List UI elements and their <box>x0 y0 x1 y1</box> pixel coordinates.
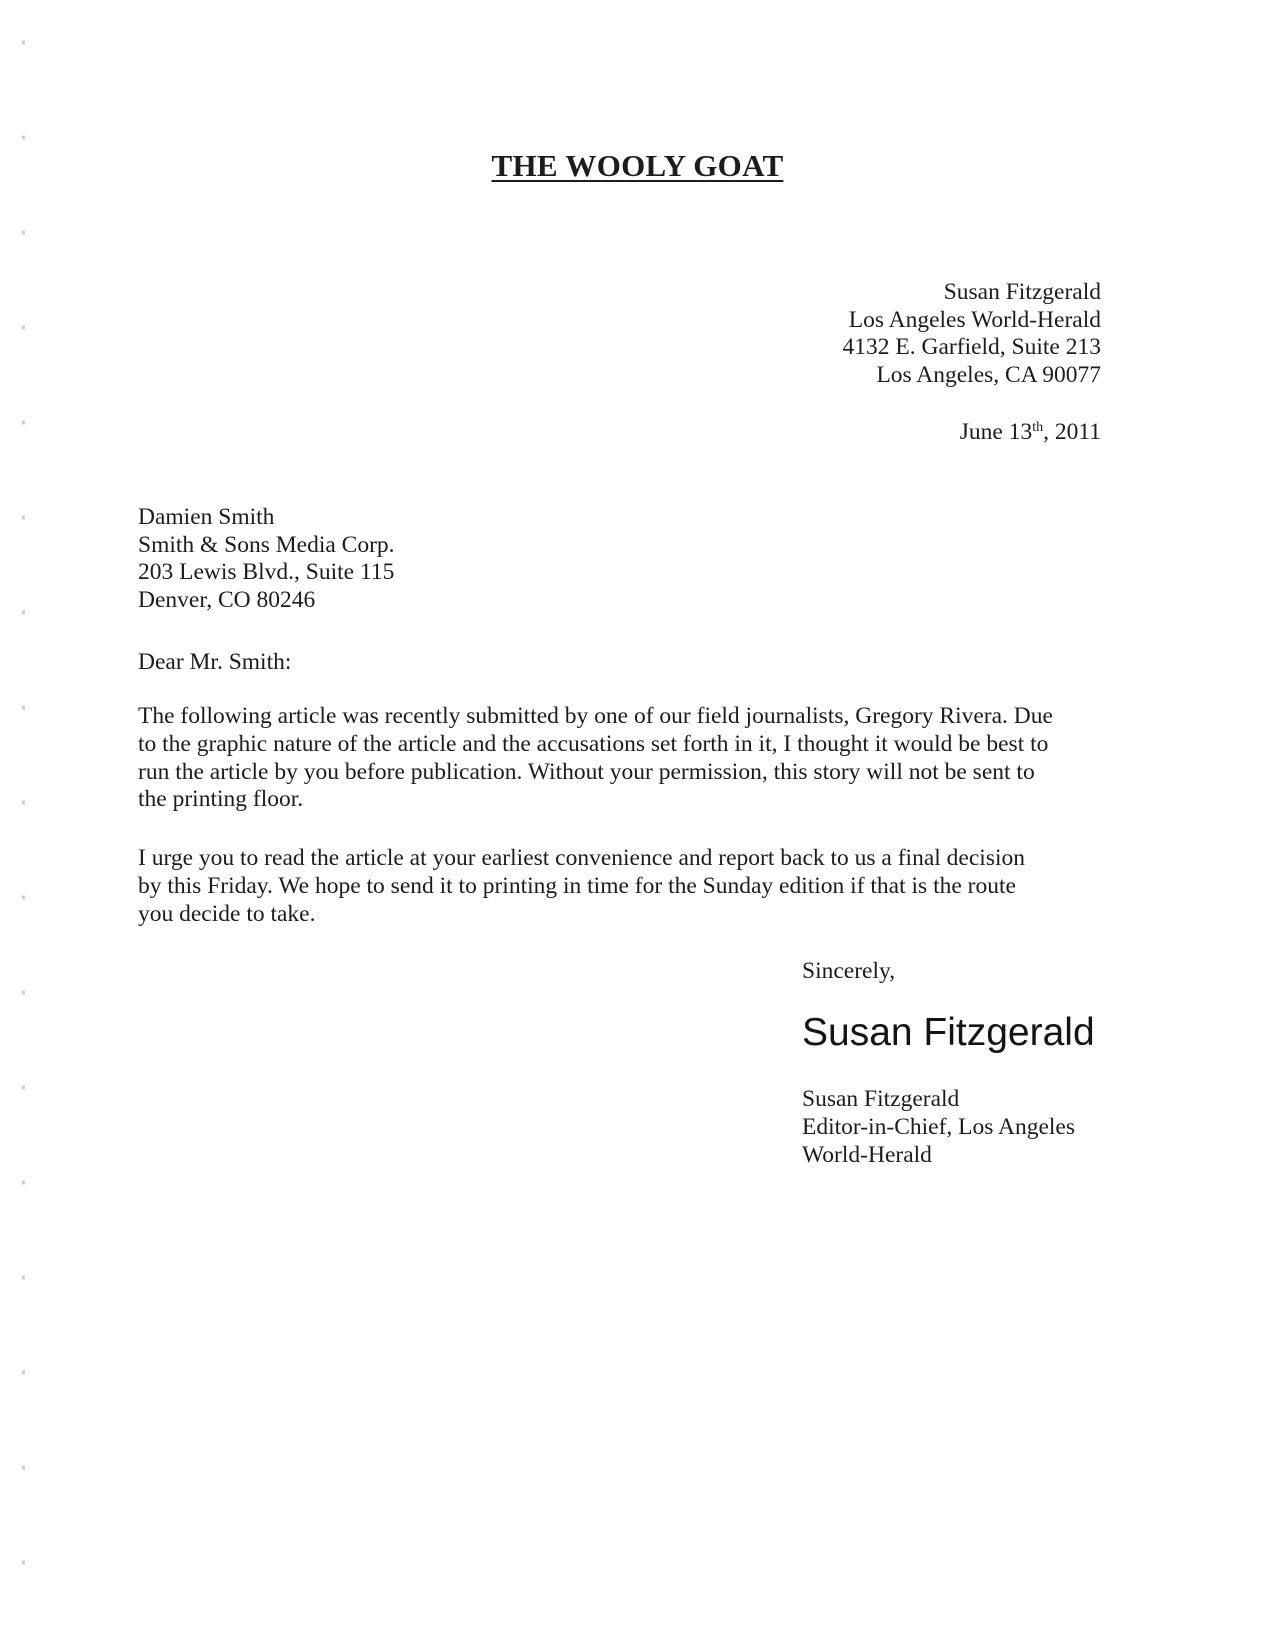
closing: Sincerely, <box>802 958 896 984</box>
sender-name: Susan Fitzgerald <box>943 279 1101 305</box>
signer-block <box>802 1085 1075 1169</box>
salutation: Dear Mr. Smith: <box>138 649 292 675</box>
recipient-name: Damien Smith <box>138 504 275 530</box>
recipient-city: Denver, CO 80246 <box>138 586 316 613</box>
paragraph-line: to the graphic nature of the article and the accusations set forth in it, I thought it would be best to <box>138 730 1049 757</box>
sender-city: Los Angeles, CA 90077 <box>876 361 1101 388</box>
paragraph-line: you decide to take. <box>138 900 316 927</box>
letter-date <box>960 418 1101 446</box>
date-year: , 2011 <box>1043 419 1101 445</box>
signer-title-line-1: Editor-in-Chief, Los Angeles <box>802 1114 1075 1140</box>
paragraph-line: run the article by you before publication. Without your permission, this story will not be sent to <box>138 758 1035 785</box>
recipient-street: 203 Lewis Blvd., Suite 115 <box>138 559 395 585</box>
signature: Susan Fitzgerald <box>802 1011 1095 1054</box>
heading-text: THE WOOLY GOAT <box>491 148 784 183</box>
sender-address-block <box>843 279 1101 389</box>
recipient-address-block <box>138 504 395 614</box>
date-suffix: th <box>1032 420 1044 435</box>
date-month-day: June 13 <box>959 419 1033 445</box>
paragraph-line: by this Friday. We hope to send it to printing in time for the Sunday edition if that is the route <box>138 872 1016 899</box>
recipient-company: Smith & Sons Media Corp. <box>138 531 395 558</box>
signer-name: Susan Fitzgerald <box>802 1086 960 1112</box>
paragraph-line: The following article was recently submitted by one of our field journalists, Gregory Rivera. Due <box>138 703 1053 729</box>
body-paragraph-2 <box>138 845 1098 928</box>
paragraph-line: I urge you to read the article at your earliest convenience and report back to us a final decision <box>138 845 1025 871</box>
sender-organization: Los Angeles World-Herald <box>848 306 1101 333</box>
scan-edge-artifact <box>22 0 25 1650</box>
letter-heading <box>0 148 1275 184</box>
signer-title-line-2: World-Herald <box>802 1142 932 1168</box>
body-paragraph-1 <box>138 703 1098 814</box>
sender-street: 4132 E. Garfield, Suite 213 <box>842 334 1101 360</box>
paragraph-line: the printing floor. <box>138 786 304 813</box>
